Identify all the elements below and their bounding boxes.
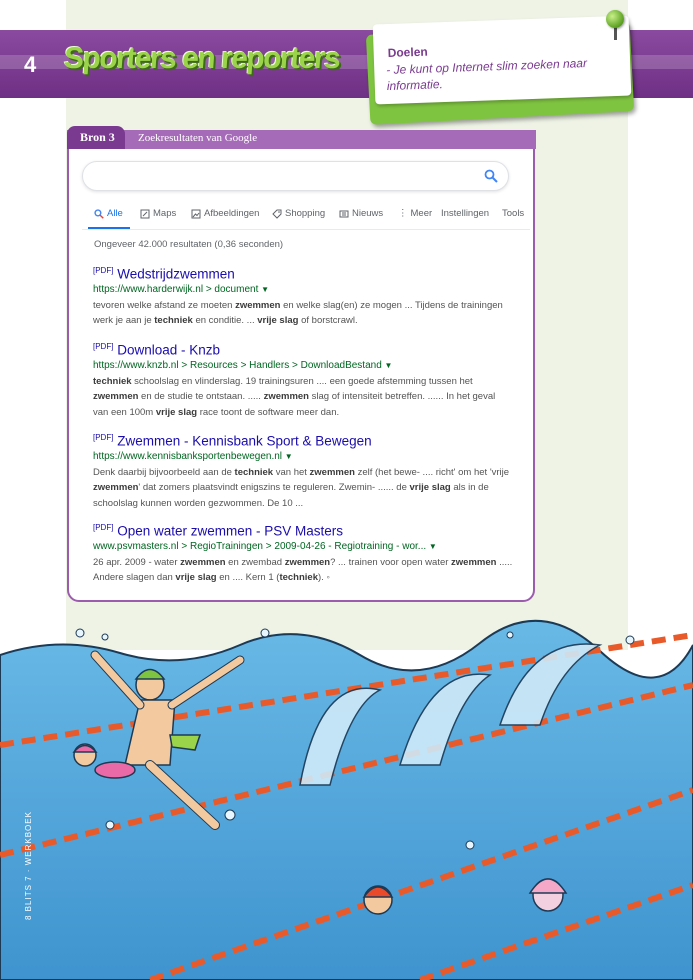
pdf-tag: [PDF] — [93, 342, 114, 351]
tab-label: Nieuws — [352, 208, 384, 219]
goals-text: - Je kunt op Internet slim zoeken naar informatie. — [386, 56, 588, 94]
tab-maps[interactable] — [140, 208, 176, 219]
result-url-text: https://www.harderwijk.nl > document — [93, 283, 259, 295]
caret-down-icon[interactable]: ▼ — [384, 360, 393, 370]
map-icon — [140, 209, 150, 219]
pdf-tag: [PDF] — [93, 523, 114, 532]
pdf-tag: [PDF] — [93, 433, 114, 442]
tag-icon — [272, 209, 282, 219]
search-result — [93, 342, 513, 420]
tab-label: Meer — [410, 208, 433, 219]
result-url[interactable] — [93, 284, 513, 295]
tab-label: Instellingen — [441, 208, 490, 219]
page-number: 4 — [24, 52, 37, 77]
result-title: Wedstrijdzwemmen — [117, 266, 235, 282]
tab-images[interactable] — [191, 208, 259, 219]
side-book-title: BLITS 7 · WERKBOEK — [24, 811, 33, 912]
book-side-label — [24, 811, 33, 920]
tab-tools[interactable] — [502, 208, 524, 219]
chapter-title: Sporters en reporters — [62, 42, 341, 75]
tab-label: Afbeeldingen — [204, 208, 260, 219]
search-icon[interactable] — [484, 169, 498, 183]
tab-settings[interactable] — [441, 208, 489, 219]
goals-title: Doelen — [387, 44, 428, 60]
news-icon — [339, 209, 349, 219]
search-result — [93, 523, 513, 586]
result-title-link[interactable] — [93, 433, 513, 449]
result-url[interactable] — [93, 541, 513, 552]
results-count: Ongeveer 42.000 resultaten (0,36 seconden) — [94, 239, 284, 250]
tab-label: Tools — [502, 208, 525, 219]
result-snippet: 26 apr. 2009 - water zwemmen en zwembad zwemmen? ... trainen voor open water zwemmen ..... Andere slagen dan vrije slag en .... Kern 1 (techniek). ◦ — [93, 556, 513, 583]
caret-down-icon[interactable]: ▼ — [261, 284, 270, 294]
pdf-tag: [PDF] — [93, 266, 114, 275]
goals-card — [373, 16, 632, 105]
pushpin-icon — [606, 10, 624, 28]
tab-label: Shopping — [285, 208, 326, 219]
result-url-text: https://www.knzb.nl > Resources > Handlers > DownloadBestand — [93, 359, 382, 371]
result-title: Download - Knzb — [117, 342, 221, 358]
tab-all[interactable] — [94, 208, 123, 219]
tabs-divider — [82, 229, 530, 230]
tab-label: Maps — [153, 208, 177, 219]
result-snippet: techniek schoolslag en vlinderslag. 19 trainingsuren .... een goede afstemming tussen het zwemmen en de studie te ontstaan. ..... zwemmen slag of intensiteit betreffen. ...... In het geval van een 100m vrije slag race toont de software meer dan. — [93, 375, 496, 418]
pin-needle — [614, 26, 617, 40]
result-title-link[interactable] — [93, 266, 513, 282]
result-snippet: tevoren welke afstand ze moeten zwemmen en welke slag(en) ze mogen ... Tijdens de trainingen werk je aan je techniek en conditie. ... vrije slag of borstcrawl. — [93, 299, 503, 326]
result-title: Open water zwemmen - PSV Masters — [117, 523, 344, 539]
caret-down-icon[interactable]: ▼ — [428, 541, 437, 551]
side-page-number: 8 — [24, 914, 33, 920]
search-icon — [94, 209, 104, 219]
more-icon: ⋮ — [398, 208, 408, 219]
source-label: Bron 3 — [80, 130, 115, 144]
source-caption: Zoekresultaten van Google — [138, 132, 258, 144]
image-icon — [191, 209, 201, 219]
result-title-link[interactable] — [93, 523, 513, 539]
search-input[interactable] — [82, 161, 509, 191]
result-url[interactable] — [93, 360, 513, 371]
tab-more[interactable] — [398, 208, 432, 219]
result-url[interactable] — [93, 451, 513, 462]
tab-label: Alle — [107, 208, 123, 219]
result-url-text: https://www.kennisbanksportenbewegen.nl — [93, 450, 283, 462]
caret-down-icon[interactable]: ▼ — [284, 451, 293, 461]
result-snippet: Denk daarbij bijvoorbeeld aan de techniek van het zwemmen zelf (het bewe- .... richt' om het 'vrije zwemmen' dat zomers plaatsvindt enigszins te reguleren. Zwemin- ...... de vrije slag als in de schoolslag kunnen worden gezwommen. De 10 ... — [93, 466, 510, 509]
result-title: Zwemmen - Kennisbank Sport & Bewegen — [117, 433, 372, 449]
search-result — [93, 433, 513, 511]
tab-news[interactable] — [339, 208, 383, 219]
search-result — [93, 266, 513, 329]
swimming-pool-illustration — [0, 615, 693, 980]
tab-shopping[interactable] — [272, 208, 325, 219]
result-title-link[interactable] — [93, 342, 513, 358]
result-url-text: www.psvmasters.nl > RegioTrainingen > 2009-04-26 - Regiotraining - wor... — [93, 540, 427, 552]
